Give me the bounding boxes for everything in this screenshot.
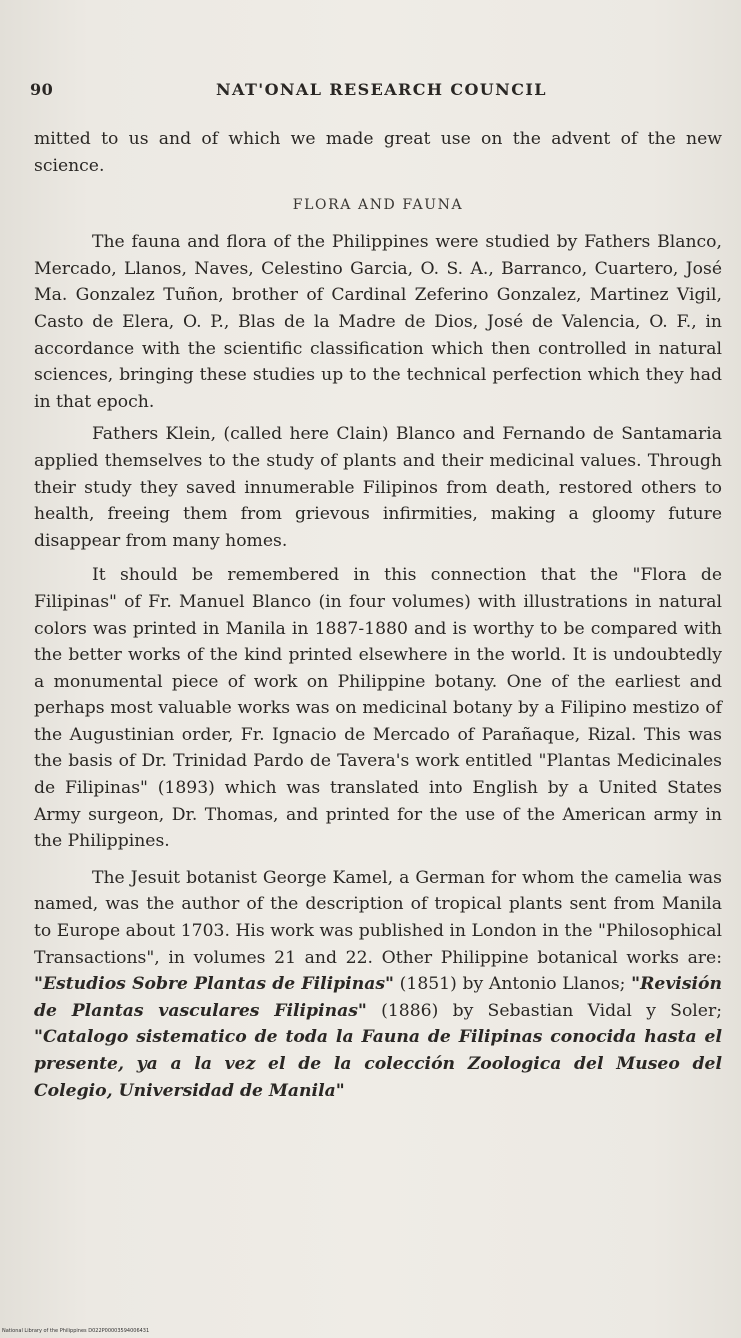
paragraph-kamel [34,865,722,1104]
paragraph-continued: mitted to us and of which we made great use on the advent of the new science. [34,129,722,176]
section-heading: FLORA AND FAUNA [292,197,464,214]
title-revision: "Revisión de Plantas vasculares Filipinas" [34,974,722,1021]
journal-title: NAT'ONAL RESEARCH COUNCIL [216,80,547,99]
kamel-text-1: The Jesuit botanist George Kamel, a German for whom the camelia was named, was the author of the description of tropical plants sent from Manila to Europe about 1703. His work was published in London in the "Philosophical Transactions", in volumes 21 and 22. Other Philippine botanical works are: [34,867,722,968]
page-number: 90 [30,80,54,99]
title-catalogo: "Catalogo sistematico de toda la Fauna de Filipinas conocida hasta el presente, ya a la vez el de la colección Zoologica del Museo del Colegio, Universidad de Manila" [34,1027,722,1101]
paragraph-klein: Fathers Klein, (called here Clain) Blanco and Fernando de Santamaria applied themselves to the study of plants and their medicinal values. Through their study they saved innumerable Filipinos from death, restored others to health, freeing them from grievous infirmities, making a gloomy future disappear from many homes. [34,424,722,551]
running-head [30,80,720,104]
library-footer: National Library of the Philippines D022P00003594006431 [2,1328,150,1334]
title-estudios: "Estudios Sobre Plantas de Filipinas" [34,974,394,995]
kamel-text-2: (1851) by Antonio Llanos; [393,974,632,995]
paragraph-fauna: The fauna and flora of the Philippines were studied by Fathers Blanco, Mercado, Llanos, Naves, Celestino Garcia, O. S. A., Barranco, Cuartero, José Ma. Gonzalez Tuñon, brother of Cardinal Zeferino Gonzalez, Martinez Vigil, Casto de Elera, O. P., Blas de la Madre de Dios, José de Valencia, O. F., in accordance with the scientific classification which then controlled in natural sciences, bringing these studies up to the technical perfection which they had in that epoch. [34,232,722,412]
paragraph-flora: It should be remembered in this connection that the "Flora de Filipinas" of Fr. Manuel Blanco (in four volumes) with illustrations in natural colors was printed in Manila in 1887-1880 and is worthy to be compared with the better works of the kind printed elsewhere in the world. It is undoubtedly a monumental piece of work on Philippine botany. One of the earliest and perhaps most valuable works was on medicinal botany by a Filipino mestizo of the Augustinian order, Fr. Ignacio de Mercado of Parañaque, Rizal. This was the basis of Dr. Trinidad Pardo de Tavera's work entitled "Plantas Medicinales de Filipinas" (1893) which was translated into English by a United States Army surgeon, Dr. Thomas, and printed for the use of the American army in the Philippines. [34,565,722,852]
body-text [34,126,722,1104]
kamel-text-3: (1886) by Sebastian Vidal y Soler; [366,1000,722,1021]
